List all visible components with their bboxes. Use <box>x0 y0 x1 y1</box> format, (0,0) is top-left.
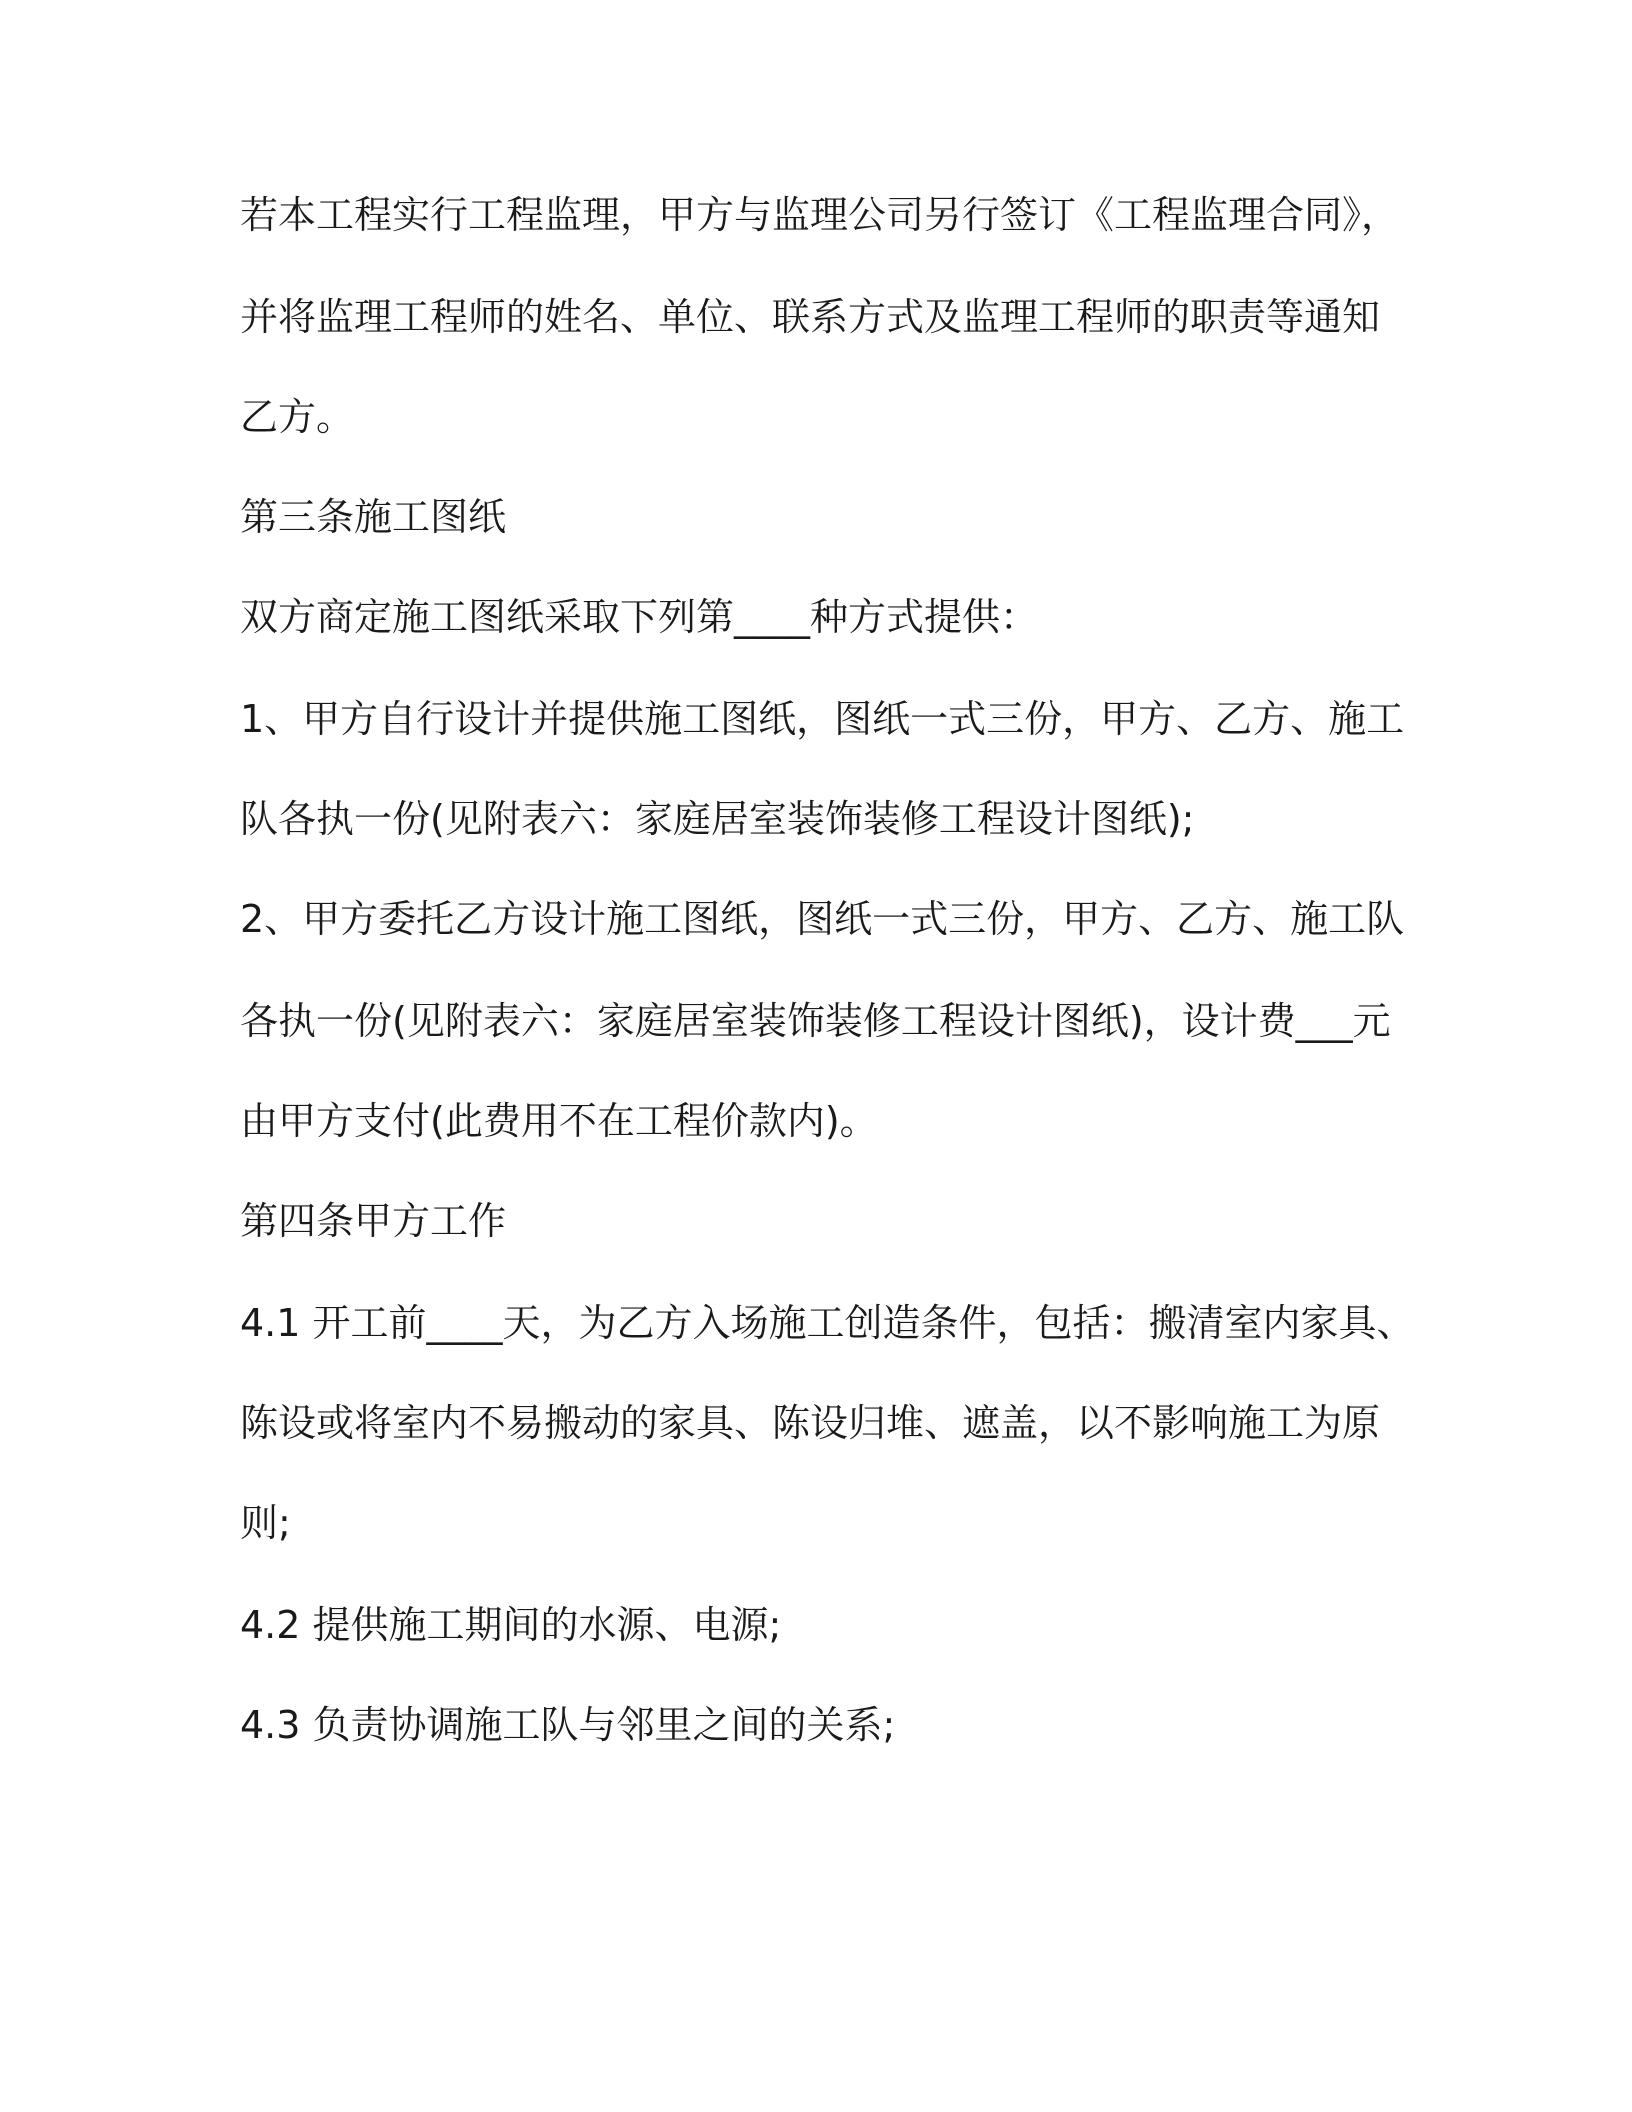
paragraph-line: 双方商定施工图纸采取下列第____种方式提供： <box>240 595 1039 639</box>
paragraph-line: 若本工程实行工程监理，甲方与监理公司另行签订《工程监理合同》， <box>240 193 1400 237</box>
list-item-line: 2、甲方委托乙方设计施工图纸，图纸一式三份，甲方、乙方、施工队 <box>240 897 1405 941</box>
clause-line: 陈设或将室内不易搬动的家具、陈设归堆、遮盖，以不影响施工为原 <box>240 1401 1381 1445</box>
clause-line: 4.3 负责协调施工队与邻里之间的关系; <box>240 1703 896 1747</box>
list-item-line: 队各执一份(见附表六：家庭居室装饰装修工程设计图纸); <box>240 797 1195 841</box>
paragraph-line: 乙方。 <box>240 395 355 439</box>
section-heading: 第四条甲方工作 <box>240 1199 507 1243</box>
section-heading: 第三条施工图纸 <box>240 495 507 539</box>
clause-line: 则; <box>240 1501 291 1545</box>
clause-line: 4.1 开工前____天，为乙方入场施工创造条件，包括：搬清室内家具、 <box>240 1301 1415 1345</box>
list-item-line: 各执一份(见附表六：家庭居室装饰装修工程设计图纸)，设计费___元 <box>240 999 1391 1043</box>
paragraph-line: 并将监理工程师的姓名、单位、联系方式及监理工程师的职责等通知 <box>240 295 1381 339</box>
list-item-line: 由甲方支付(此费用不在工程价款内)。 <box>240 1099 878 1143</box>
clause-line: 4.2 提供施工期间的水源、电源; <box>240 1603 782 1647</box>
list-item-line: 1、甲方自行设计并提供施工图纸，图纸一式三份，甲方、乙方、施工 <box>240 697 1405 741</box>
